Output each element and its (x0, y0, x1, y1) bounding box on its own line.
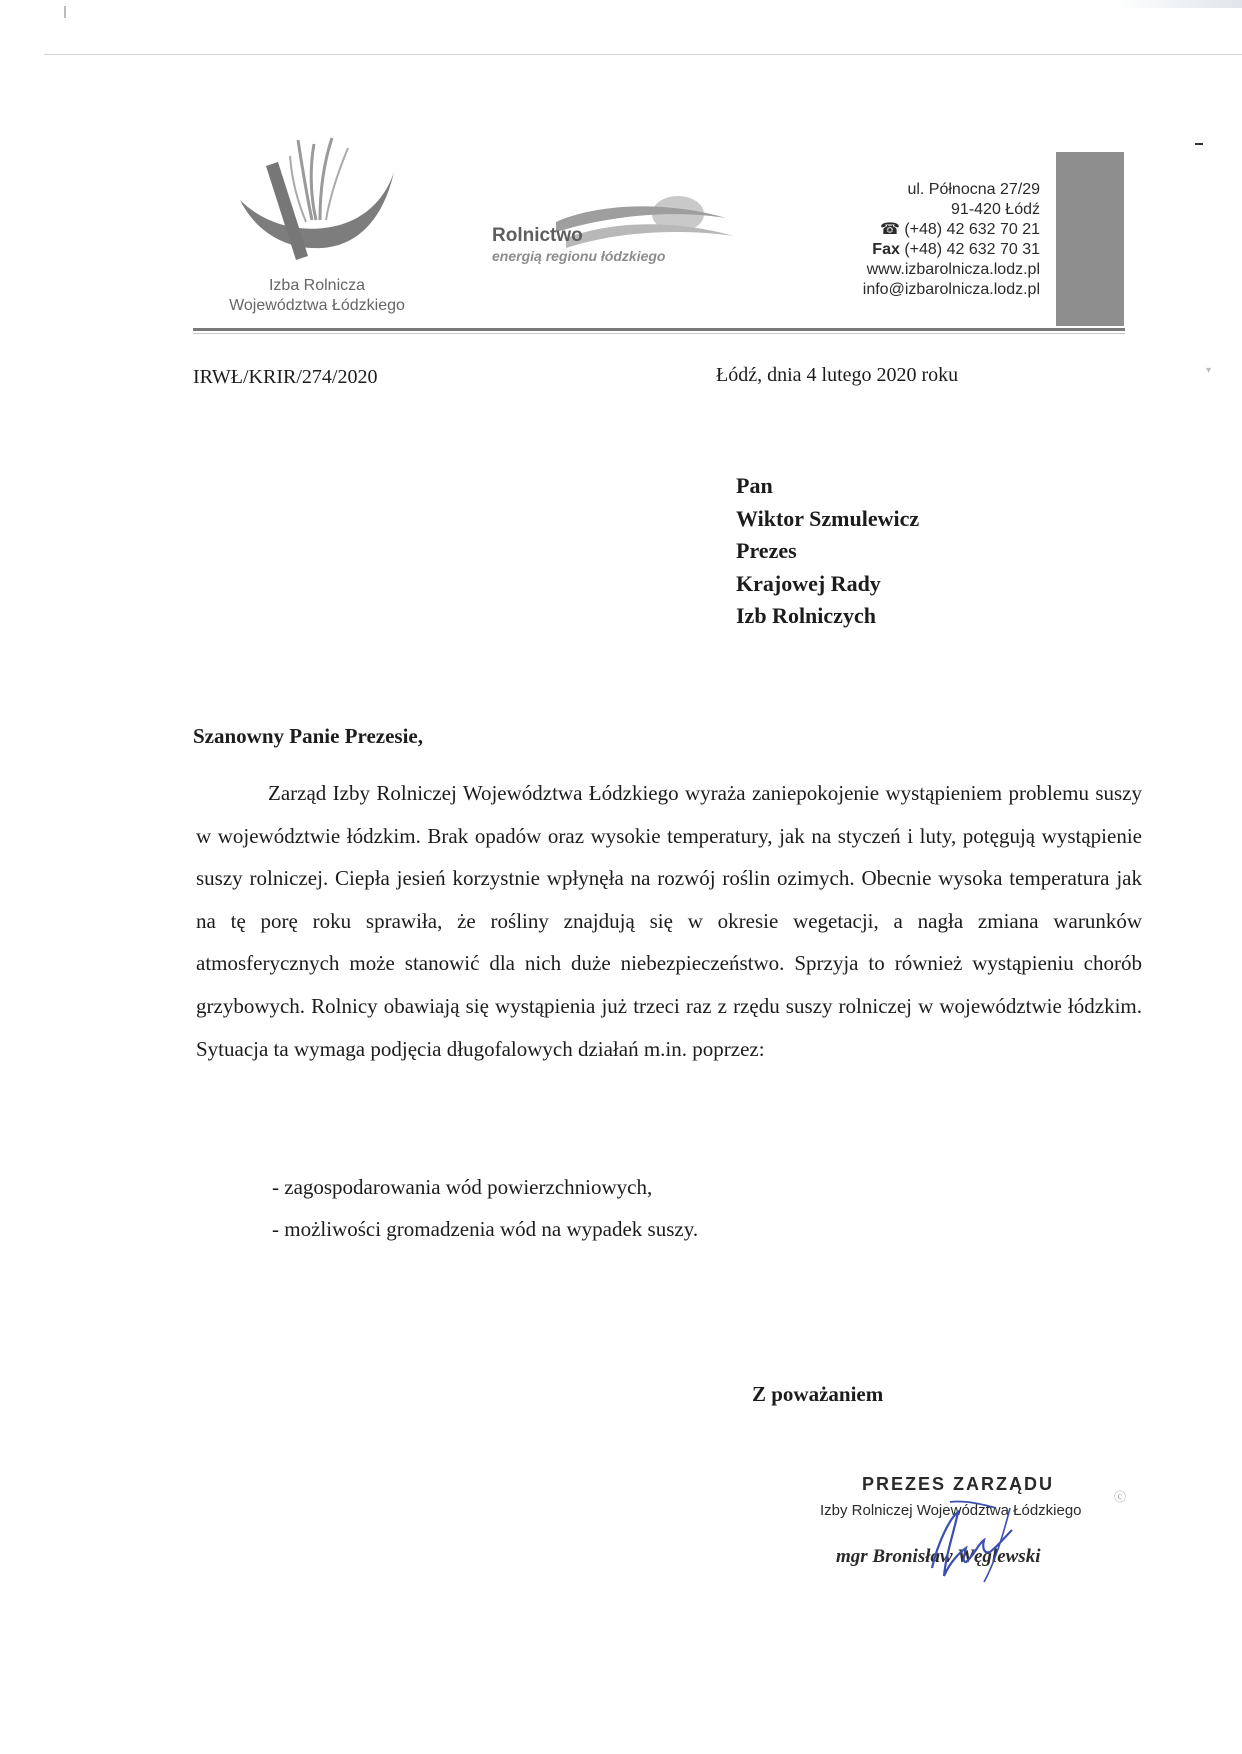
body-paragraph: Zarząd Izby Rolniczej Województwa Łódzkiego wyraża zaniepokojenie wystąpieniem problemu suszy w województwie łódzkim. Brak opadów oraz wysokie temperatury, jak na styczeń i luty, potęgują wystąpienie suszy rolniczej. Ciepła jesień korzystnie wpłynęła na rozwój roślin ozimych. Obecnie wysoka temperatura jak na tę porę roku sprawiła, że rośliny znajdują się w okresie wegetacji, a nagła zmiana warunków atmosferycznych może stanowić dla nich duże niebezpieczeństwo. Sprzyja to również wystąpieniu chorób grzybowych. Rolnicy obawiają się wystąpienia już trzeci raz z rzędu suszy rolniczej w województwie łódzkim. Sytuacja ta wymaga podjęcia długofalowych działań m.in. poprzez: (196, 781, 1142, 1061)
org-logo-line-1: Izba Rolnicza (268, 277, 366, 294)
recipient-line: Pan (736, 473, 773, 498)
contact-postal: 91-420 Łódź (951, 201, 1040, 218)
contact-fax (760, 240, 1040, 260)
contact-phone: ☎ (+48) 42 632 70 21 (879, 221, 1040, 238)
scan-fold-line (44, 54, 1242, 55)
contact-block (760, 180, 1040, 300)
scan-mark-right-small: ▾ (1206, 365, 1212, 376)
recipient-line: Prezes (736, 538, 797, 563)
fax-number: (+48) 42 632 70 31 (904, 241, 1040, 258)
stamp-name: mgr Bronisław Węglewski (836, 1546, 1041, 1567)
closing: Z poważaniem (752, 1382, 884, 1406)
scan-edge-artifact (1116, 0, 1242, 8)
scan-mark-stamp: ⓒ (1114, 1490, 1127, 1504)
contact-website[interactable]: www.izbarolnicza.lodz.pl (866, 261, 1040, 278)
greeting: Szanowny Panie Prezesie, (193, 724, 423, 748)
list-item: - zagospodarowania wód powierzchniowych, (272, 1175, 653, 1199)
letter-body (196, 772, 1142, 1070)
fax-label: Fax (872, 241, 900, 258)
stamp-title: PREZES ZARZĄDU (862, 1474, 1055, 1494)
recipient-line: Krajowej Rady (736, 570, 881, 596)
letterhead-gray-bar (1056, 152, 1124, 326)
letterhead-divider-thin (193, 333, 1125, 334)
recipient-line: Wiktor Szmulewicz (736, 505, 920, 531)
reference-number: IRWŁ/KRIR/274/2020 (193, 366, 378, 388)
org-logo-line-2: Województwa Łódzkiego (229, 297, 405, 314)
campaign-subtitle: energią regionu łódzkiego (492, 248, 666, 264)
scan-mark (64, 6, 66, 18)
izba-rolnicza-logo-icon (236, 132, 398, 272)
org-logo-text (196, 276, 438, 316)
campaign-title: Rolnictwo (492, 225, 583, 246)
recipient-line: Izb Rolniczych (736, 603, 876, 628)
rolnictwo-campaign-icon (556, 192, 736, 254)
contact-email[interactable]: info@izbarolnicza.lodz.pl (862, 281, 1040, 298)
letter-date: Łódź, dnia 4 lutego 2020 roku (716, 364, 959, 386)
letterhead-divider (193, 328, 1125, 331)
list-item: - możliwości gromadzenia wód na wypadek suszy. (272, 1217, 699, 1241)
stamp-organization: Izby Rolniczej Województwa Łódzkiego (820, 1502, 1082, 1519)
action-list (272, 1166, 698, 1250)
contact-street: ul. Północna 27/29 (907, 181, 1040, 198)
handwritten-signature (914, 1482, 1034, 1592)
recipient-block (736, 470, 919, 633)
scan-mark-right (1195, 143, 1203, 145)
